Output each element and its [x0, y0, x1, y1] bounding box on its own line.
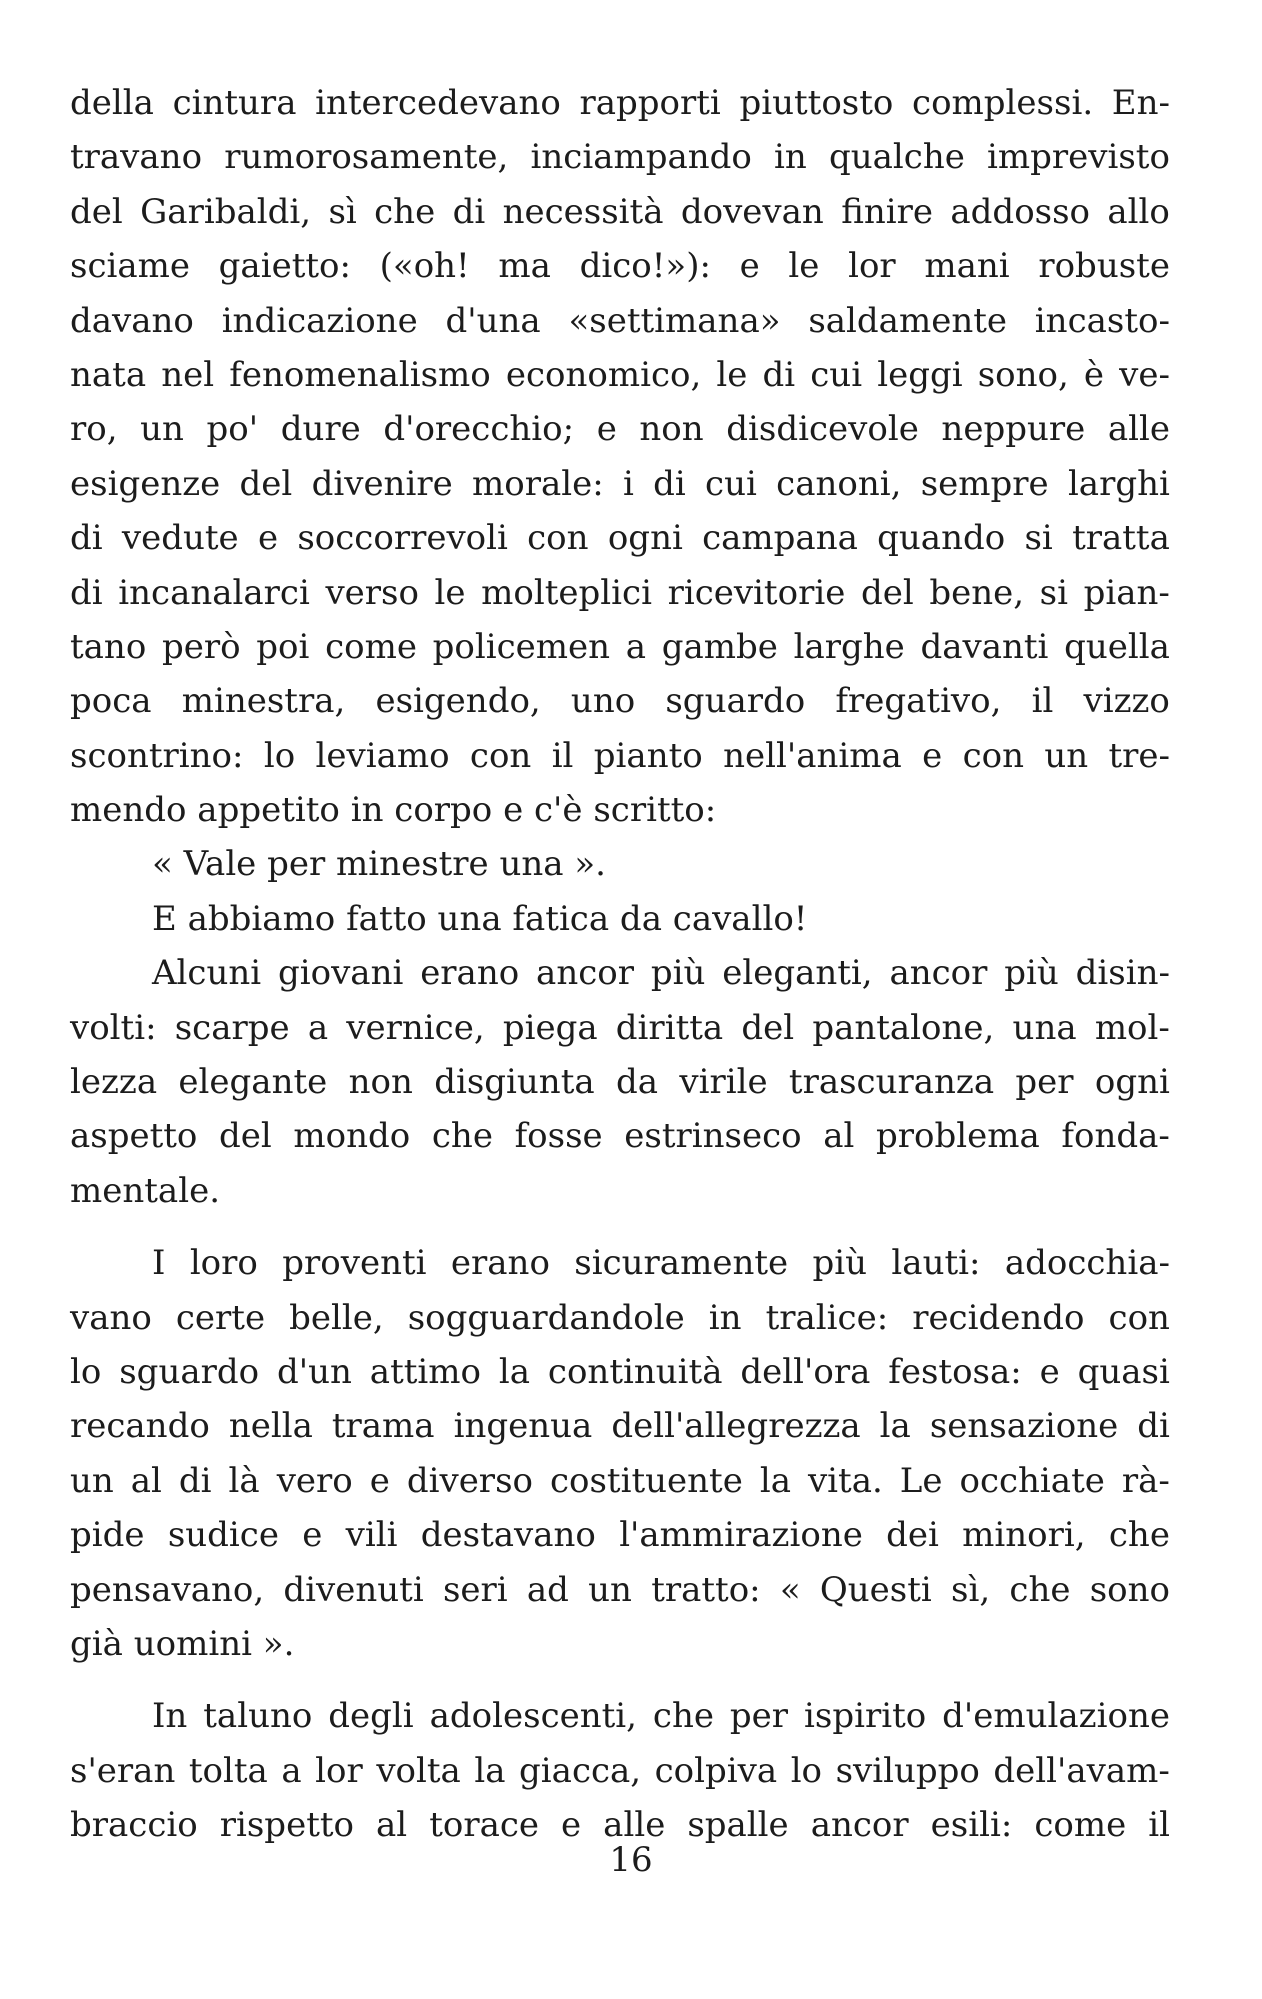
text-line: di vedute e soccorrevoli con ogni campana quando si tratta [70, 518, 1170, 559]
text-line: pensavano, divenuti seri ad un tratto: « Questi sì, che sono [70, 1569, 1170, 1610]
text-line: travano rumorosamente, inciampando in qualche imprevisto [70, 137, 1170, 178]
text-line: ro, un po' dure d'orecchio; e non disdicevole neppure alle [70, 409, 1170, 450]
text-line: Alcuni giovani erano ancor più eleganti, ancor più disin- [152, 953, 1170, 994]
text-line: s'eran tolta a lor volta la giacca, colpiva lo sviluppo dell'avam- [70, 1750, 1170, 1791]
text-line: davano indicazione d'una «settimana» saldamente incasto- [70, 300, 1170, 341]
text-line: del Garibaldi, sì che di necessità dovevan finire addosso allo [70, 191, 1170, 232]
text-line: In taluno degli adolescenti, che per ispirito d'emulazione [152, 1696, 1170, 1737]
page-number: 16 [609, 1840, 653, 1880]
text-line: di incanalarci verso le molteplici ricevitorie del bene, si pian- [70, 572, 1170, 613]
text-line: scontrino: lo leviamo con il pianto nell'anima e con un tre- [70, 735, 1170, 776]
text-line: « Vale per minestre una ». [152, 844, 606, 885]
text-line: E abbiamo fatto una fatica da cavallo! [152, 898, 808, 939]
text-line: esigenze del divenire morale: i di cui canoni, sempre larghi [70, 463, 1170, 504]
text-line: nata nel fenomenalismo economico, le di cui leggi sono, è ve- [70, 354, 1170, 395]
text-line: vano certe belle, sogguardandole in tralice: recidendo con [70, 1297, 1170, 1338]
text-line: recando nella trama ingenua dell'allegrezza la sensazione di [70, 1406, 1170, 1447]
body-text [70, 76, 1170, 1853]
text-line: lezza elegante non disgiunta da virile trascuranza per ogni [70, 1062, 1170, 1103]
text-line: tano però poi come policemen a gambe larghe davanti quella [70, 626, 1170, 667]
text-line: I loro proventi erano sicuramente più lauti: adocchia- [152, 1243, 1170, 1284]
text-line: lo sguardo d'un attimo la continuità dell'ora festosa: e quasi [70, 1351, 1170, 1392]
text-line: della cintura intercedevano rapporti piuttosto complessi. En- [70, 83, 1170, 123]
text-line: aspetto del mondo che fosse estrinseco al problema fonda- [70, 1116, 1170, 1157]
text-line: un al di là vero e diverso costituente la vita. Le occhiate rà- [70, 1460, 1170, 1501]
text-line: pide sudice e vili destavano l'ammirazione dei minori, che [70, 1515, 1170, 1556]
text-line: mendo appetito in corpo e c'è scritto: [70, 790, 717, 831]
text-line: braccio rispetto al torace e alle spalle ancor esili: come il [70, 1805, 1170, 1846]
text-line: già uomini ». [70, 1623, 295, 1664]
text-line: poca minestra, esigendo, uno sguardo fregativo, il vizzo [70, 681, 1170, 722]
text-line: volti: scarpe a vernice, piega diritta del pantalone, una mol- [70, 1007, 1170, 1048]
text-line: sciame gaietto: («oh! ma dico!»): e le lor mani robuste [70, 246, 1170, 287]
text-line: mentale. [70, 1170, 220, 1211]
